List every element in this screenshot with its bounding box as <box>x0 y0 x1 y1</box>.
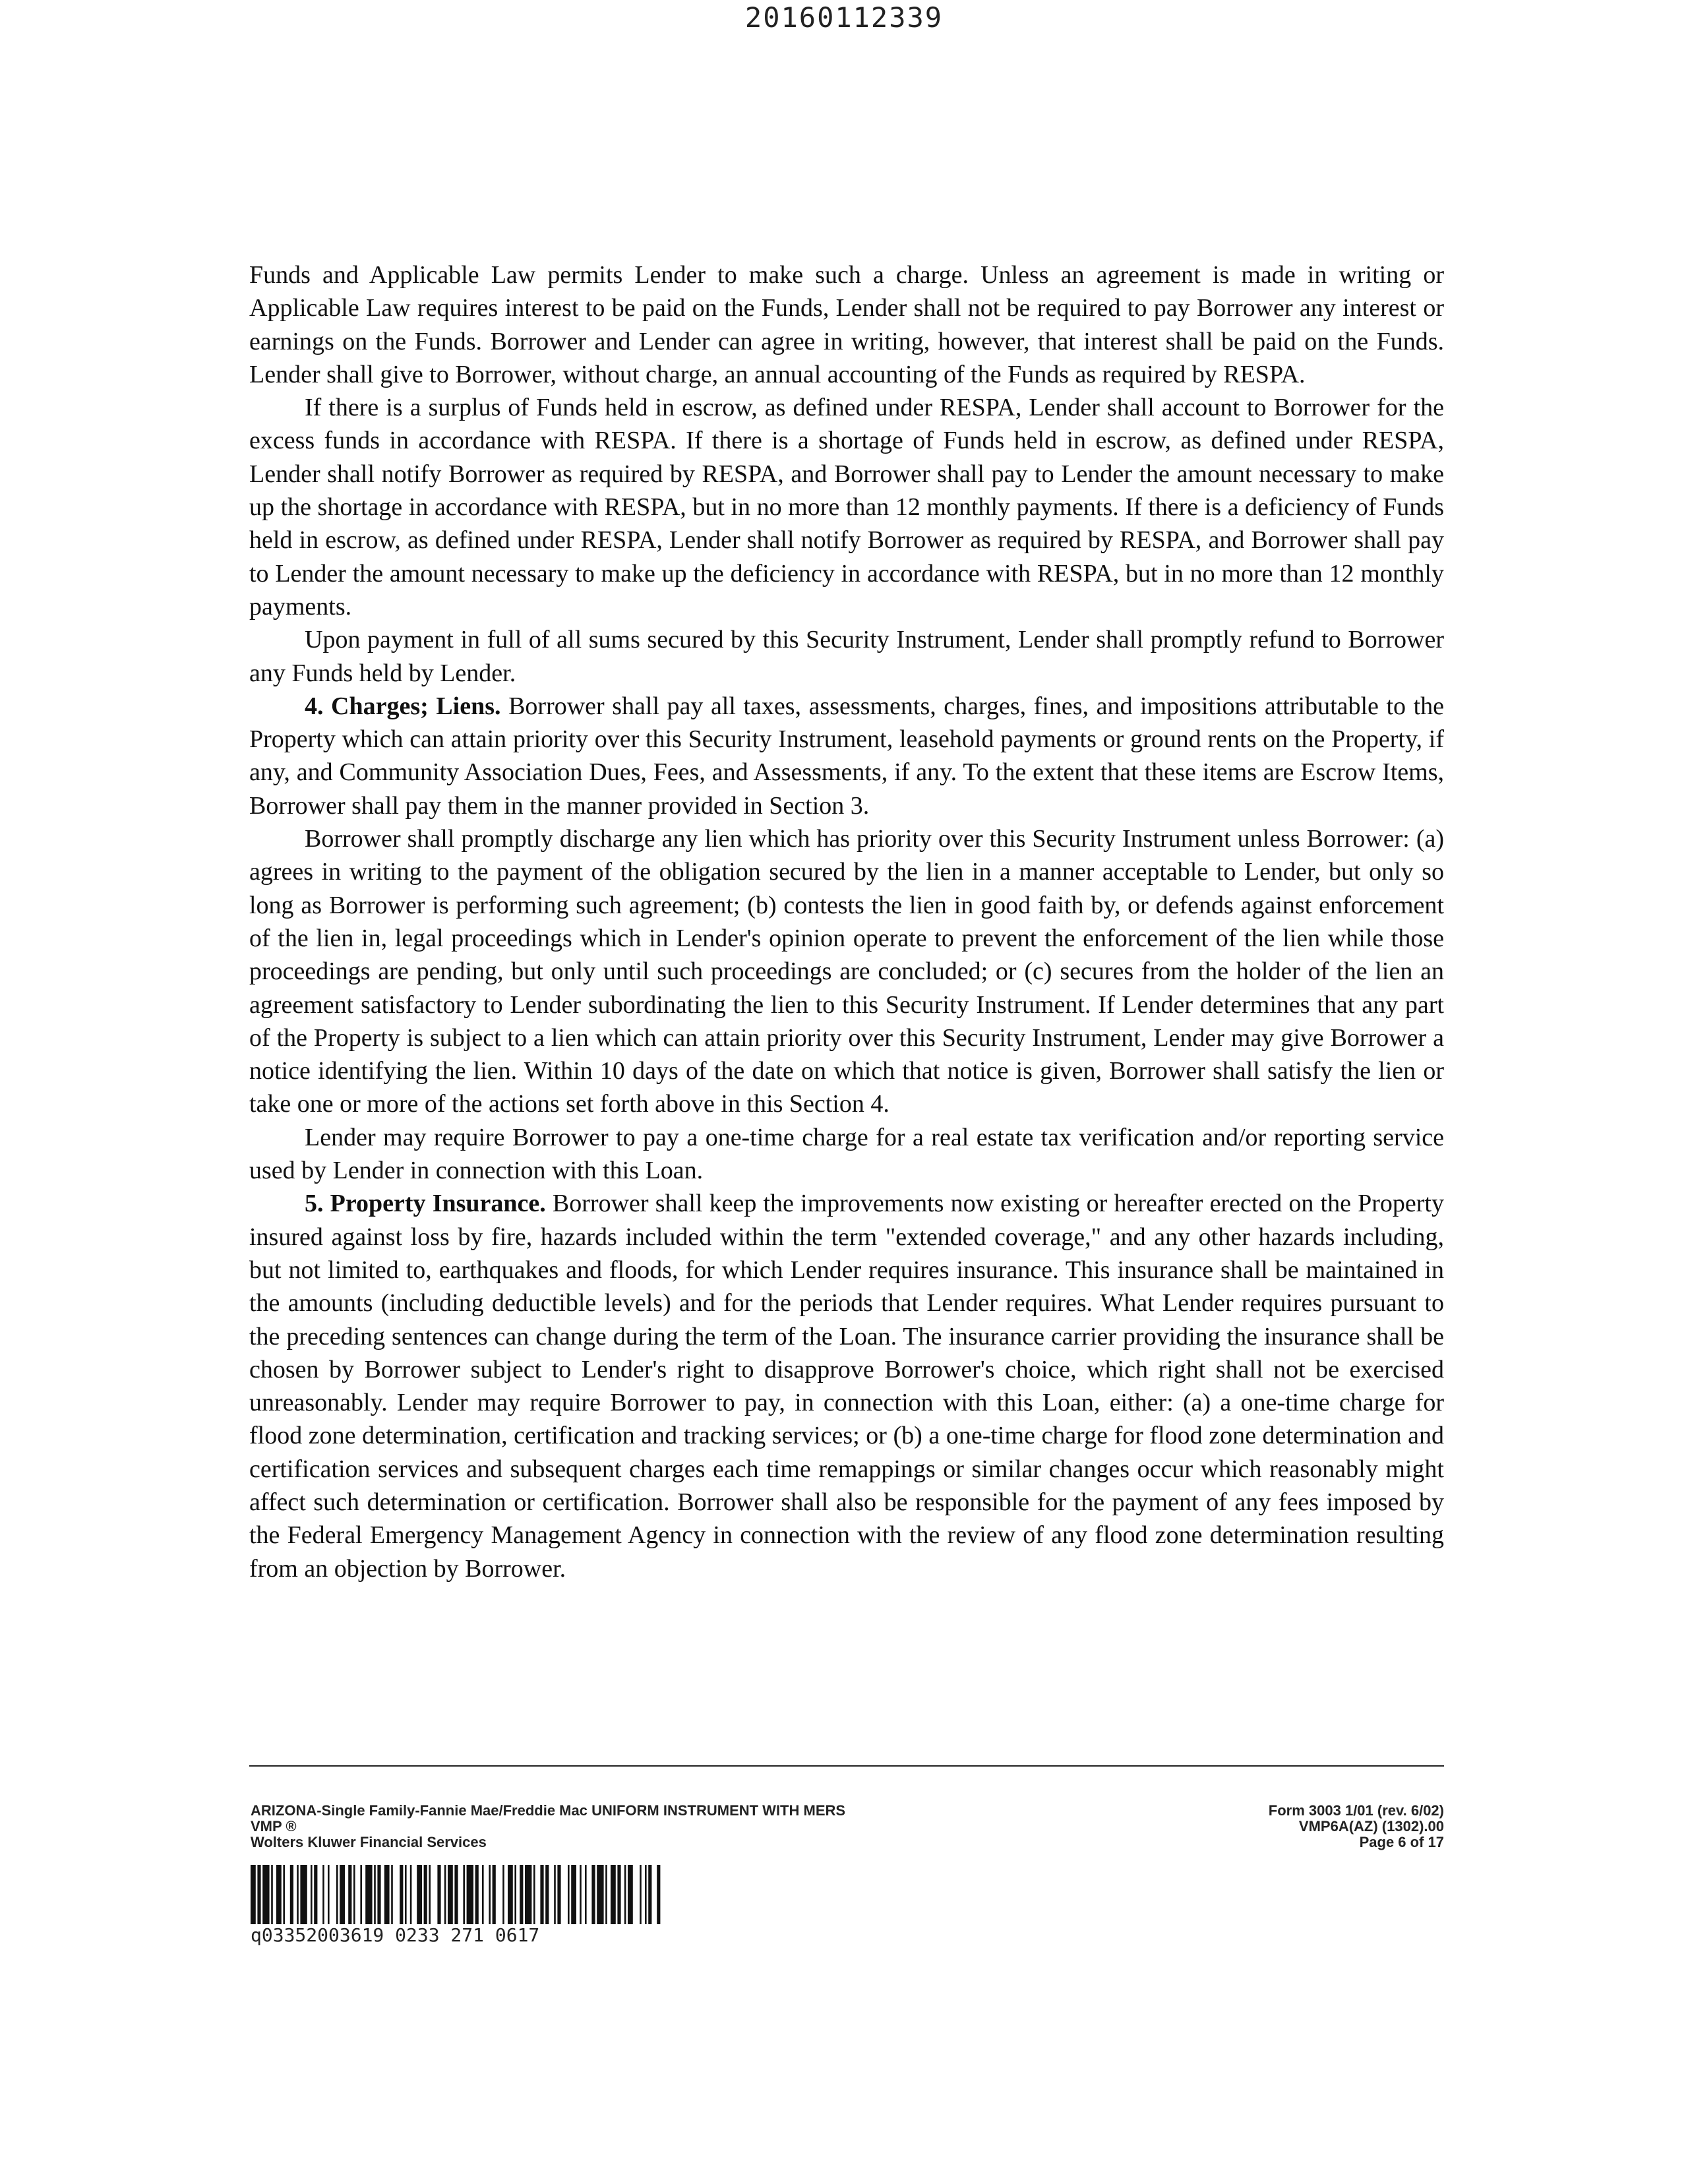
barcode-bar <box>290 1865 293 1924</box>
paragraph-text: If there is a surplus of Funds held in escrow, as defined under RESPA, Lender shall account to Borrower for the excess funds in accordance with RESPA. If there is a shortage of Funds held in escrow, as defined under RESPA, Lender shall notify Borrower as required by RESPA, and Borrower shall pay to Lender the amount necessary to make up the shortage in accordance with RESPA, but in no more than 12 monthly payments. If there is a deficiency of Funds held in escrow, as defined under RESPA, Lender shall notify Borrower as required by RESPA, and Borrower shall pay to Lender the amount necessary to make up the deficiency in accordance with RESPA, but in no more than 12 monthly payments. <box>249 394 1444 621</box>
footer-divider <box>249 1765 1444 1767</box>
footer-vmp-code: VMP6A(AZ) (1302).00 <box>1298 1818 1444 1835</box>
barcode-bar <box>410 1865 412 1924</box>
barcode-bar <box>377 1865 380 1924</box>
barcode-bar <box>605 1865 607 1924</box>
barcode-bar <box>533 1865 535 1924</box>
paragraph-text: Funds and Applicable Law permits Lender to make such a charge. Unless an agreement is made in writing or Applicable Law requires interest to be paid on the Funds, Lender shall not be required to pay Borrower any interest or earnings on the Funds. Borrower and Lender can agree in writing, however, that interest shall be paid on the Funds. Lender shall give to Borrower, without charge, an annual accounting of the Funds as required by RESPA. <box>249 261 1444 388</box>
footer-form-title: ARIZONA-Single Family-Fannie Mae/Freddie Mac UNIFORM INSTRUMENT WITH MERS <box>251 1802 846 1819</box>
barcode-bar <box>645 1865 647 1924</box>
barcode-bar <box>502 1865 504 1924</box>
footer-form-number <box>1269 1803 1444 1850</box>
barcode-bar <box>624 1865 626 1924</box>
barcode-bar <box>271 1865 273 1924</box>
barcode-bar <box>545 1865 549 1924</box>
barcode-bar <box>597 1865 603 1924</box>
barcode-bar <box>314 1865 317 1924</box>
barcode-bar <box>525 1865 531 1924</box>
barcode-bar <box>400 1865 403 1924</box>
barcode-bar <box>557 1865 560 1924</box>
paragraph-text: Borrower shall keep the improvements now existing or hereafter erected on the Property insured against loss by fire, hazards included within the term "extended coverage," and any other hazards including, but not limited to, earthquakes and floods, for which Lender requires insurance. This insurance shall be maintained in the amounts (including deductible levels) and for the periods that Lender requires. What Lender requires pursuant to the preceding sentences can change during the term of the Loan. The insurance carrier providing the insurance shall be chosen by Borrower subject to Lender's right to disapprove Borrower's choice, which right shall not be exercised unreasonably. Lender may require Borrower to pay, in connection with this Loan, either: (a) a one-time charge for flood zone determination, certification and tracking services; or (b) a one-time charge for flood zone determination and certification services and subsequent charges each time remappings or similar changes occur which reasonably might affect such determination or certification. Borrower shall also be responsible for the payment of any fees imposed by the Federal Emergency Management Agency in connection with the review of any flood zone determination resulting from an objection by Borrower. <box>249 1190 1444 1583</box>
barcode-bar <box>448 1865 453 1924</box>
section-4-charges-liens <box>249 690 1444 822</box>
body-text <box>249 258 1444 1585</box>
section-5-property-insurance <box>249 1187 1444 1585</box>
barcode-bar <box>300 1865 307 1924</box>
paragraph-text: Borrower shall pay all taxes, assessments, charges, fines, and impositions attributable to the Property which can attain priority over this Security Instrument, leasehold payments or ground rents on the Property, if any, and Community Association Dues, Fees, and Assessments, if any. To the extent that these items are Escrow Items, Borrower shall pay them in the manner provided in Section 3. <box>249 692 1444 820</box>
barcode-bar <box>384 1865 390 1924</box>
barcode-bar <box>283 1865 285 1924</box>
barcode-bar <box>554 1865 556 1924</box>
barcode-bar <box>514 1865 516 1924</box>
barcode-bar <box>374 1865 376 1924</box>
barcode-bar <box>568 1865 570 1924</box>
barcode-bar <box>475 1865 479 1924</box>
barcode-bar <box>391 1865 393 1924</box>
barcode-bar <box>257 1865 260 1924</box>
paragraph-surplus-funds <box>249 391 1444 623</box>
page-number: Page 6 of 17 <box>1359 1834 1444 1850</box>
barcode-bar <box>508 1865 513 1924</box>
barcode-bar <box>340 1865 345 1924</box>
footer-vmp-mark: VMP ® <box>251 1818 297 1835</box>
barcode-number: q03352003619 0233 271 0617 <box>251 1924 540 1946</box>
barcode-bar <box>640 1865 642 1924</box>
barcode-bar <box>429 1865 431 1924</box>
barcode-bar <box>657 1865 660 1924</box>
barcode-bar <box>489 1865 491 1924</box>
barcode-bar <box>251 1865 256 1924</box>
barcode-bar <box>262 1865 269 1924</box>
barcode-bar <box>617 1865 620 1924</box>
barcode-bar <box>405 1865 407 1924</box>
paragraph-tax-verification <box>249 1121 1444 1188</box>
footer-form-info <box>251 1803 845 1850</box>
barcode-bar <box>365 1865 372 1924</box>
barcode-bar <box>628 1865 633 1924</box>
barcode-bar <box>493 1865 496 1924</box>
footer-form-id: Form 3003 1/01 (rev. 6/02) <box>1268 1802 1444 1819</box>
barcode-bar <box>648 1865 651 1924</box>
barcode-bar <box>417 1865 422 1924</box>
barcode-bar <box>444 1865 446 1924</box>
barcode-bar <box>454 1865 458 1924</box>
barcode-bar <box>297 1865 299 1924</box>
barcode-bar <box>585 1865 587 1924</box>
barcode-bar <box>348 1865 351 1924</box>
barcode-bar <box>520 1865 523 1924</box>
barcode-bar <box>482 1865 484 1924</box>
footer-publisher: Wolters Kluwer Financial Services <box>251 1834 487 1850</box>
paragraph-funds-charge <box>249 258 1444 391</box>
barcode <box>251 1865 720 1924</box>
barcode-bar <box>311 1865 313 1924</box>
barcode-bar <box>322 1865 324 1924</box>
barcode-bar <box>424 1865 427 1924</box>
barcode-bar <box>540 1865 543 1924</box>
paragraph-text: Lender may require Borrower to pay a one-time charge for a real estate tax verification and/or reporting service used by Lender in connection with this Loan. <box>249 1123 1444 1185</box>
paragraph-text: Upon payment in full of all sums secured by this Security Instrument, Lender shall promptly refund to Borrower any Funds held by Lender. <box>249 626 1444 687</box>
paragraph-refund <box>249 623 1444 690</box>
barcode-bar <box>591 1865 595 1924</box>
paragraph-text: Borrower shall promptly discharge any lien which has priority over this Security Instrument unless Borrower: (a) agrees in writing to the payment of the obligation secured by the lien in a manner acceptable to Lender, but only so long as Borrower is performing such agreement; (b) contests the lien in good faith by, or defends against enforcement of the lien in, legal proceedings which in Lender's opinion operate to prevent the enforcement of the lien while those proceedings are pending, but only until such proceedings are concluded; or (c) secures from the holder of the lien an agreement satisfactory to Lender subordinating the lien to this Security Instrument. If Lender determines that any part of the Property is subject to a lien which can attain priority over this Security Instrument, Lender may give Borrower a notice identifying the lien. Within 10 days of the date on which that notice is given, Borrower shall satisfy the lien or take one or more of the actions set forth above in this Section 4. <box>249 825 1444 1118</box>
barcode-bar <box>580 1865 582 1924</box>
section-heading: 5. Property Insurance. <box>305 1190 546 1218</box>
barcode-bar <box>611 1865 616 1924</box>
barcode-bar <box>353 1865 355 1924</box>
barcode-bar <box>467 1865 473 1924</box>
paragraph-discharge-lien <box>249 822 1444 1121</box>
barcode-bar <box>571 1865 576 1924</box>
barcode-bar <box>437 1865 440 1924</box>
document-number: 20160112339 <box>744 1 944 34</box>
barcode-bar <box>328 1865 330 1924</box>
barcode-bar <box>360 1865 362 1924</box>
barcode-bar <box>336 1865 338 1924</box>
barcode-bar <box>463 1865 465 1924</box>
barcode-bar <box>276 1865 282 1924</box>
section-heading: 4. Charges; Liens. <box>305 692 501 720</box>
